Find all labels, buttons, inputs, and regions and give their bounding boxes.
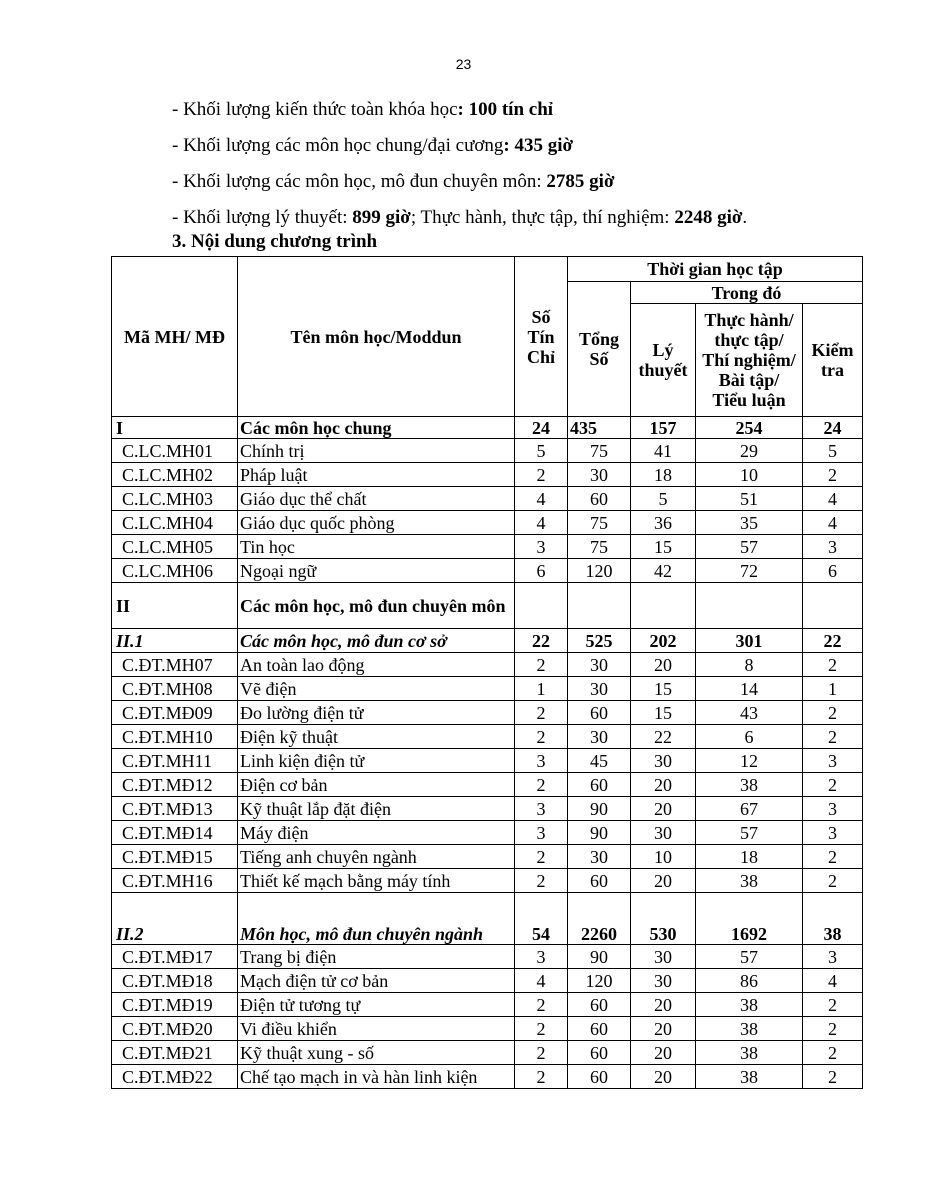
cell-credits: 3 (515, 945, 568, 969)
cell-exam: 4 (803, 969, 863, 993)
section-title: 3. Nội dung chương trình (172, 231, 378, 252)
cell-credits: 6 (515, 559, 568, 583)
cell-practice: 57 (696, 945, 803, 969)
cell-practice: 1692 (696, 893, 803, 945)
cell-total: 435 (568, 417, 631, 439)
cell-code: C.ĐT.MĐ09 (112, 701, 238, 725)
cell-practice: 57 (696, 535, 803, 559)
cell-theory: 530 (631, 893, 696, 945)
cell-practice (696, 583, 803, 629)
cell-total: 45 (568, 749, 631, 773)
cell-exam: 22 (803, 629, 863, 653)
cell-credits: 2 (515, 773, 568, 797)
cell-total: 30 (568, 463, 631, 487)
cell-exam: 3 (803, 945, 863, 969)
cell-name: Vi điều khiển (238, 1017, 515, 1041)
cell-credits: 24 (515, 417, 568, 439)
cell-total: 60 (568, 993, 631, 1017)
cell-exam: 2 (803, 845, 863, 869)
cell-practice: 254 (696, 417, 803, 439)
cell-practice: 38 (696, 773, 803, 797)
cell-theory: 15 (631, 535, 696, 559)
header-time: Thời gian học tập (568, 257, 863, 282)
cell-exam: 2 (803, 701, 863, 725)
cell-name: Pháp luật (238, 463, 515, 487)
cell-exam: 2 (803, 869, 863, 893)
cell-name: Điện tử tương tự (238, 993, 515, 1017)
table-row (112, 869, 863, 893)
table-row (112, 993, 863, 1017)
cell-practice: 29 (696, 439, 803, 463)
cell-exam: 2 (803, 1065, 863, 1089)
cell-credits: 4 (515, 511, 568, 535)
table-row (112, 969, 863, 993)
cell-code: C.LC.MH05 (112, 535, 238, 559)
cell-theory: 30 (631, 945, 696, 969)
cell-total: 30 (568, 725, 631, 749)
table-body (112, 417, 863, 1089)
cell-exam: 1 (803, 677, 863, 701)
table-row (112, 1041, 863, 1065)
cell-exam: 2 (803, 463, 863, 487)
table-row (112, 797, 863, 821)
cell-exam: 38 (803, 893, 863, 945)
cell-total: 90 (568, 797, 631, 821)
cell-code: C.ĐT.MH10 (112, 725, 238, 749)
cell-credits: 3 (515, 797, 568, 821)
table-row (112, 845, 863, 869)
summary-line: - Khối lượng kiến thức toàn khóa học: 100 tín chỉ (172, 99, 554, 120)
cell-code: C.ĐT.MĐ22 (112, 1065, 238, 1089)
group-row (112, 893, 863, 945)
cell-theory: 22 (631, 725, 696, 749)
cell-exam: 2 (803, 1017, 863, 1041)
cell-code: C.LC.MH03 (112, 487, 238, 511)
header-theory: Lý thuyết (631, 304, 696, 417)
summary-line: - Khối lượng các môn học, mô đun chuyên môn: 2785 giờ (172, 171, 615, 192)
cell-name: An toàn lao động (238, 653, 515, 677)
cell-exam: 6 (803, 559, 863, 583)
summary-line: - Khối lượng các môn học chung/đại cương: 435 giờ (172, 135, 574, 156)
cell-total (568, 583, 631, 629)
cell-name: Điện kỹ thuật (238, 725, 515, 749)
cell-total: 30 (568, 677, 631, 701)
cell-total: 60 (568, 1017, 631, 1041)
cell-theory: 30 (631, 969, 696, 993)
cell-total: 90 (568, 821, 631, 845)
cell-practice: 38 (696, 1017, 803, 1041)
cell-practice: 38 (696, 869, 803, 893)
cell-name: Tin học (238, 535, 515, 559)
cell-practice: 51 (696, 487, 803, 511)
table-row (112, 945, 863, 969)
cell-exam: 3 (803, 821, 863, 845)
cell-name: Các môn học, mô đun cơ sở (238, 629, 515, 653)
cell-code: C.ĐT.MĐ12 (112, 773, 238, 797)
header-name: Tên môn học/Moddun (238, 257, 515, 417)
table-row (112, 439, 863, 463)
group-row (112, 417, 863, 439)
cell-theory: 20 (631, 653, 696, 677)
cell-theory (631, 583, 696, 629)
cell-code: C.ĐT.MĐ14 (112, 821, 238, 845)
cell-code: C.LC.MH06 (112, 559, 238, 583)
cell-theory: 30 (631, 749, 696, 773)
cell-code: C.ĐT.MH16 (112, 869, 238, 893)
cell-total: 120 (568, 969, 631, 993)
cell-code: II (112, 583, 238, 629)
cell-practice: 14 (696, 677, 803, 701)
cell-practice: 67 (696, 797, 803, 821)
cell-credits: 1 (515, 677, 568, 701)
table-row (112, 1065, 863, 1089)
cell-code: C.ĐT.MĐ17 (112, 945, 238, 969)
group-row (112, 629, 863, 653)
cell-practice: 57 (696, 821, 803, 845)
cell-name: Chế tạo mạch in và hàn linh kiện (238, 1065, 515, 1089)
cell-exam: 5 (803, 439, 863, 463)
cell-theory: 5 (631, 487, 696, 511)
cell-credits: 3 (515, 821, 568, 845)
table-row (112, 535, 863, 559)
cell-theory: 30 (631, 821, 696, 845)
cell-theory: 36 (631, 511, 696, 535)
summary-block (172, 92, 747, 236)
cell-credits: 22 (515, 629, 568, 653)
header-exam: Kiểm tra (803, 304, 863, 417)
cell-credits (515, 583, 568, 629)
cell-name: Ngoại ngữ (238, 559, 515, 583)
cell-exam: 4 (803, 487, 863, 511)
cell-exam: 2 (803, 773, 863, 797)
cell-code: C.ĐT.MH08 (112, 677, 238, 701)
table-row (112, 559, 863, 583)
cell-exam: 3 (803, 535, 863, 559)
cell-credits: 2 (515, 1065, 568, 1089)
header-within: Trong đó (631, 282, 863, 304)
cell-name: Giáo dục thể chất (238, 487, 515, 511)
cell-credits: 2 (515, 463, 568, 487)
cell-theory: 20 (631, 773, 696, 797)
summary-line: - Khối lượng lý thuyết: 899 giờ; Thực hành, thực tập, thí nghiệm: 2248 giờ. (172, 207, 748, 228)
cell-code: II.1 (112, 629, 238, 653)
cell-code: C.ĐT.MĐ19 (112, 993, 238, 1017)
cell-theory: 20 (631, 1041, 696, 1065)
cell-exam (803, 583, 863, 629)
cell-total: 525 (568, 629, 631, 653)
cell-theory: 20 (631, 1065, 696, 1089)
cell-name: Vẽ điện (238, 677, 515, 701)
cell-exam: 2 (803, 653, 863, 677)
cell-theory: 10 (631, 845, 696, 869)
cell-theory: 20 (631, 993, 696, 1017)
table-row (112, 487, 863, 511)
cell-theory: 42 (631, 559, 696, 583)
cell-practice: 8 (696, 653, 803, 677)
cell-code: II.2 (112, 893, 238, 945)
cell-credits: 2 (515, 725, 568, 749)
cell-credits: 3 (515, 749, 568, 773)
page-number: 23 (455, 56, 472, 72)
cell-name: Giáo dục quốc phòng (238, 511, 515, 535)
cell-code: C.LC.MH02 (112, 463, 238, 487)
cell-name: Thiết kế mạch bằng máy tính (238, 869, 515, 893)
cell-code: C.LC.MH04 (112, 511, 238, 535)
cell-practice: 38 (696, 993, 803, 1017)
cell-practice: 301 (696, 629, 803, 653)
cell-practice: 86 (696, 969, 803, 993)
cell-total: 60 (568, 869, 631, 893)
cell-name: Kỹ thuật lắp đặt điện (238, 797, 515, 821)
cell-credits: 2 (515, 701, 568, 725)
cell-credits: 2 (515, 993, 568, 1017)
cell-exam: 2 (803, 993, 863, 1017)
cell-credits: 2 (515, 845, 568, 869)
cell-theory: 41 (631, 439, 696, 463)
cell-total: 60 (568, 1065, 631, 1089)
cell-credits: 54 (515, 893, 568, 945)
cell-theory: 202 (631, 629, 696, 653)
cell-practice: 38 (696, 1065, 803, 1089)
cell-credits: 5 (515, 439, 568, 463)
cell-name: Trang bị điện (238, 945, 515, 969)
cell-theory: 15 (631, 701, 696, 725)
cell-code: C.ĐT.MĐ13 (112, 797, 238, 821)
table-row (112, 701, 863, 725)
cell-code: C.ĐT.MĐ21 (112, 1041, 238, 1065)
cell-credits: 2 (515, 1017, 568, 1041)
table-row (112, 653, 863, 677)
cell-practice: 18 (696, 845, 803, 869)
cell-exam: 24 (803, 417, 863, 439)
cell-total: 90 (568, 945, 631, 969)
cell-total: 2260 (568, 893, 631, 945)
cell-exam: 4 (803, 511, 863, 535)
cell-name: Các môn học, mô đun chuyên môn (238, 583, 515, 629)
cell-total: 60 (568, 701, 631, 725)
cell-practice: 38 (696, 1041, 803, 1065)
cell-name: Môn học, mô đun chuyên ngành (238, 893, 515, 945)
header-credits: Số Tín Chỉ (515, 257, 568, 417)
cell-practice: 12 (696, 749, 803, 773)
cell-name: Tiếng anh chuyên ngành (238, 845, 515, 869)
cell-theory: 20 (631, 1017, 696, 1041)
cell-name: Kỹ thuật xung - số (238, 1041, 515, 1065)
curriculum-table (111, 256, 863, 1089)
cell-theory: 157 (631, 417, 696, 439)
cell-theory: 18 (631, 463, 696, 487)
cell-name: Linh kiện điện tử (238, 749, 515, 773)
cell-total: 120 (568, 559, 631, 583)
header-code: Mã MH/ MĐ (112, 257, 238, 417)
cell-practice: 10 (696, 463, 803, 487)
table-row (112, 511, 863, 535)
cell-name: Các môn học chung (238, 417, 515, 439)
cell-name: Máy điện (238, 821, 515, 845)
cell-practice: 72 (696, 559, 803, 583)
cell-code: I (112, 417, 238, 439)
cell-credits: 4 (515, 487, 568, 511)
cell-total: 75 (568, 511, 631, 535)
table-row (112, 463, 863, 487)
cell-credits: 3 (515, 535, 568, 559)
cell-name: Chính trị (238, 439, 515, 463)
table-row (112, 725, 863, 749)
cell-total: 60 (568, 1041, 631, 1065)
cell-exam: 3 (803, 749, 863, 773)
table-row (112, 749, 863, 773)
cell-code: C.ĐT.MH11 (112, 749, 238, 773)
cell-code: C.ĐT.MĐ18 (112, 969, 238, 993)
cell-total: 75 (568, 535, 631, 559)
cell-code: C.ĐT.MĐ20 (112, 1017, 238, 1041)
cell-name: Điện cơ bản (238, 773, 515, 797)
cell-total: 30 (568, 653, 631, 677)
cell-code: C.LC.MH01 (112, 439, 238, 463)
cell-total: 60 (568, 487, 631, 511)
cell-code: C.ĐT.MĐ15 (112, 845, 238, 869)
cell-total: 75 (568, 439, 631, 463)
table-row (112, 1017, 863, 1041)
cell-credits: 2 (515, 653, 568, 677)
header-total: Tổng Số (568, 282, 631, 417)
cell-practice: 6 (696, 725, 803, 749)
cell-exam: 3 (803, 797, 863, 821)
cell-theory: 15 (631, 677, 696, 701)
cell-name: Mạch điện tử cơ bản (238, 969, 515, 993)
cell-practice: 35 (696, 511, 803, 535)
cell-total: 30 (568, 845, 631, 869)
cell-name: Đo lường điện tử (238, 701, 515, 725)
cell-exam: 2 (803, 725, 863, 749)
cell-code: C.ĐT.MH07 (112, 653, 238, 677)
cell-credits: 2 (515, 869, 568, 893)
table-row (112, 773, 863, 797)
table-row (112, 677, 863, 701)
group-row (112, 583, 863, 629)
table-row (112, 821, 863, 845)
cell-theory: 20 (631, 797, 696, 821)
header-practice: Thực hành/ thực tập/ Thí nghiệm/ Bài tập/ Tiểu luận (696, 304, 803, 417)
cell-practice: 43 (696, 701, 803, 725)
cell-theory: 20 (631, 869, 696, 893)
cell-credits: 2 (515, 1041, 568, 1065)
cell-exam: 2 (803, 1041, 863, 1065)
cell-credits: 4 (515, 969, 568, 993)
cell-total: 60 (568, 773, 631, 797)
